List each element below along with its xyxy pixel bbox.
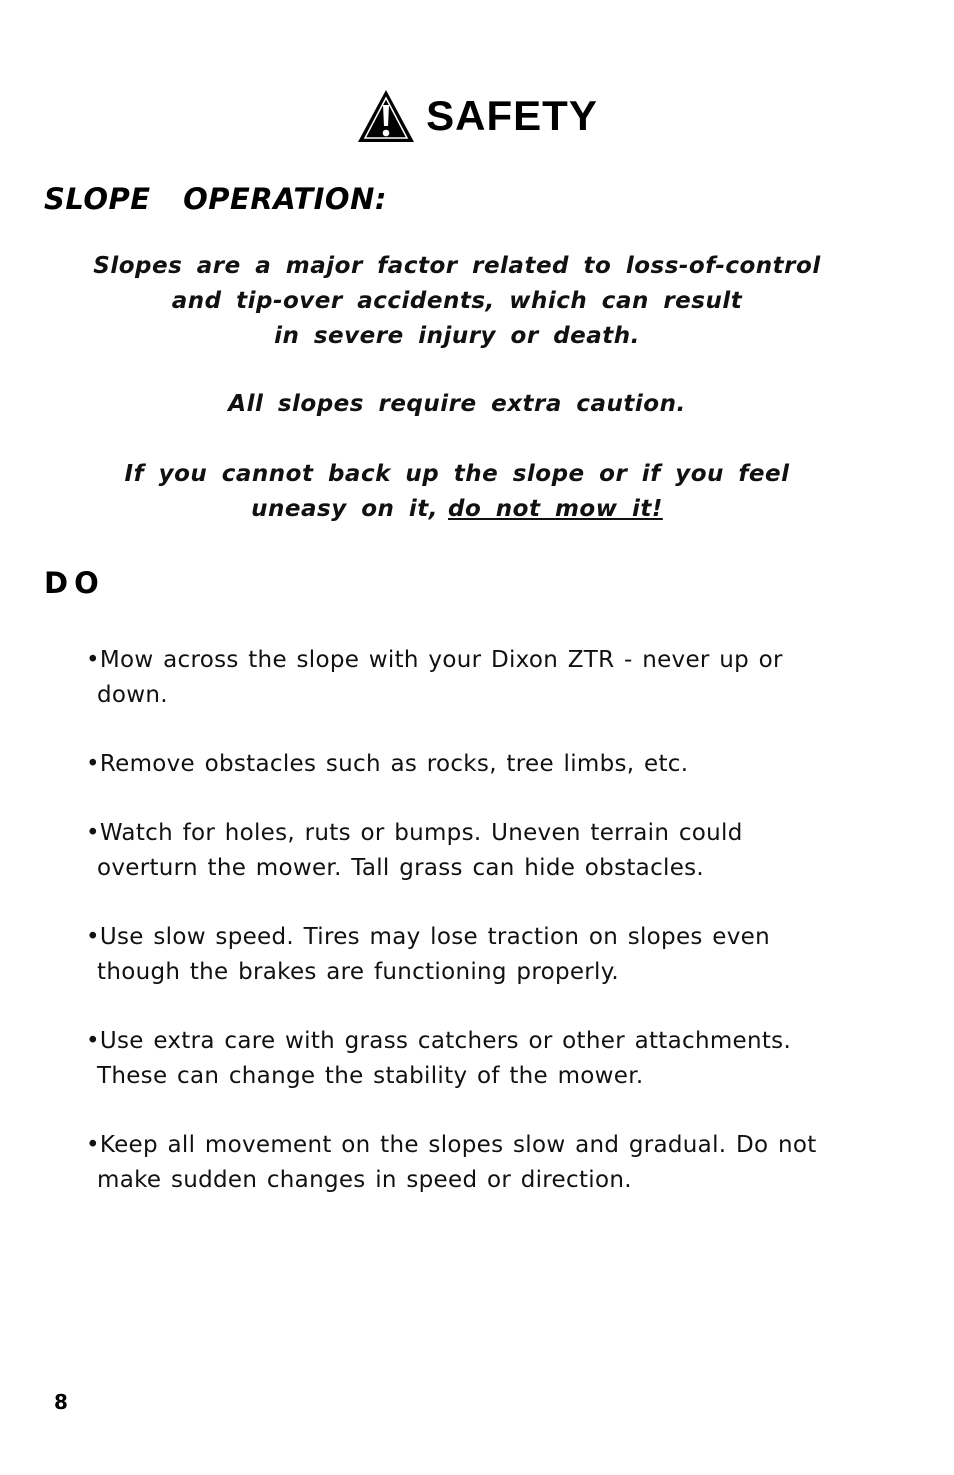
safety-header — [0, 88, 954, 144]
do-not-mow-emphasis: do not mow it! — [448, 496, 663, 522]
do-heading: DO — [44, 566, 105, 600]
warning-line: in severe injury or death. — [274, 323, 640, 349]
list-item: •Keep all movement on the slopes slow and gradual. Do not make sudden changes in speed or direction. — [86, 1132, 817, 1193]
list-item: •Use extra care with grass catchers or other attachments. These can change the stability of the mower. — [86, 1028, 792, 1089]
page-number: 8 — [54, 1390, 68, 1414]
warning-line: uneasy on it, — [251, 496, 438, 522]
page-title: SAFETY — [426, 92, 598, 139]
list-item: •Watch for holes, ruts or bumps. Uneven terrain could overturn the mower. Tall grass can hide obstacles. — [86, 820, 743, 881]
warning-line: If you cannot back up the slope or if you feel — [124, 461, 790, 487]
back-up-warning-paragraph — [40, 457, 874, 527]
warning-line: Slopes are a major factor related to loss-of-control — [93, 253, 821, 279]
caution-paragraph — [40, 387, 874, 422]
warning-line: and tip-over accidents, which can result — [171, 288, 743, 314]
list-item: •Use slow speed. Tires may lose traction on slopes even though the brakes are functioning properly. — [86, 924, 770, 985]
list-item: •Remove obstacles such as rocks, tree limbs, etc. — [86, 751, 689, 777]
section-title: SLOPE OPERATION: — [44, 182, 387, 216]
slope-warning-paragraph — [40, 249, 874, 354]
list-item: •Mow across the slope with your Dixon ZTR - never up or down. — [86, 647, 783, 708]
warning-triangle-icon — [356, 88, 416, 144]
warning-line: All slopes require extra caution. — [228, 391, 686, 417]
do-list — [86, 643, 846, 1232]
